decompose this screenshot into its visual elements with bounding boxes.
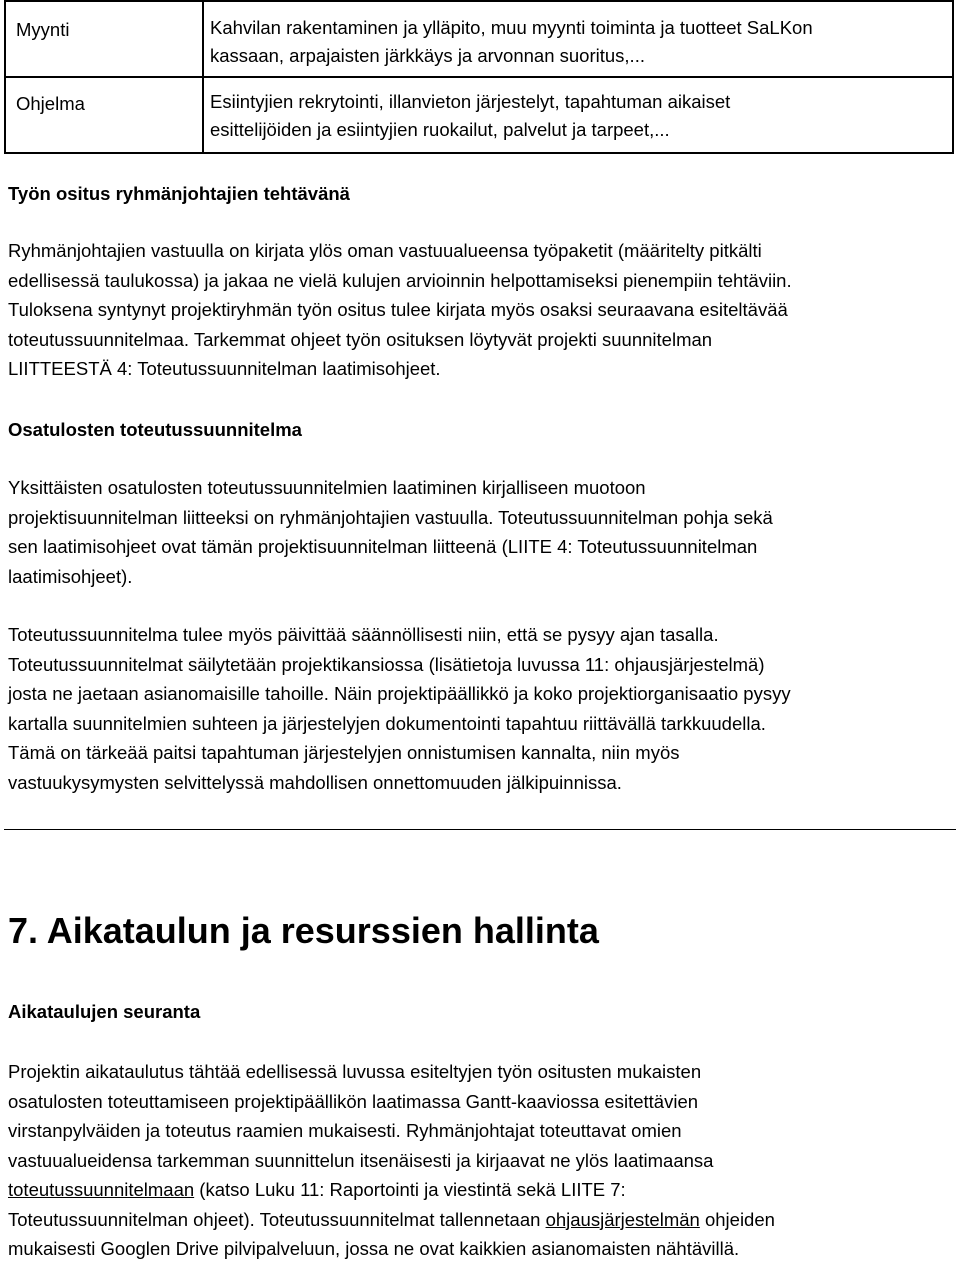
text-line <box>8 1175 953 1205</box>
description-line: kassaan, arpajaisten järkkäys ja arvonnan suoritus,... <box>210 45 645 66</box>
text-line: LIITTEESTÄ 4: Toteutussuunnitelman laatimisohjeet. <box>8 358 441 379</box>
text-fragment: (katso Luku 11: Raportointi ja viestintä sekä LIITE 7: <box>194 1179 626 1200</box>
row-label: Myynti <box>16 19 70 40</box>
text-line: Tuloksena syntynyt projektiryhmän työn ositus tulee kirjata myös osaksi seuraavana esiteltävää <box>8 299 788 320</box>
paragraph <box>8 620 953 797</box>
text-line: laatimisohjeet). <box>8 565 133 587</box>
text-line: sen laatimisohjeet ovat tämän projektisuunnitelman liitteenä (LIITE 4: Toteutussuunnitelman <box>8 536 758 557</box>
text-line: mukaisesti Googlen Drive pilvipalveluun, jossa ne ovat kaikkien asianomaisten nähtävillä. <box>8 1238 740 1259</box>
text-line: edellisessä taulukossa) ja jakaa ne vielä kulujen arvioinnin helpottamiseksi pienempiin tehtäviin. <box>8 269 792 291</box>
text-line: toteutussuunnitelmaa. Tarkemmat ohjeet työn osituksen löytyvät projekti suunnitelman <box>8 328 713 350</box>
description-line: Kahvilan rakentaminen ja ylläpito, muu myynti toiminta ja tuotteet SaLKon <box>210 17 813 38</box>
text-line: Toteutussuunnitelmat säilytetään projektikansiossa (lisätietoja luvussa 11: ohjausjärjestelmä) <box>8 653 765 675</box>
row-label: Ohjelma <box>16 93 85 114</box>
text-line: kartalla suunnitelmien suhteen ja järjestelyjen dokumentointi tapahtuu riittävällä tarkkuudella. <box>8 712 766 734</box>
table-row <box>5 1 953 77</box>
paragraph <box>8 1057 953 1264</box>
text-line: vastuukysymysten selvittelyssä mahdollisen onnettomuuden jälkipuinnissa. <box>8 771 622 793</box>
table-cell-description <box>203 1 953 77</box>
text-line: Yksittäisten osatulosten toteutussuunnitelmien laatiminen kirjalliseen muotoon <box>8 477 646 498</box>
section-heading: Aikataulujen seuranta <box>8 1001 201 1022</box>
table-cell-label <box>5 1 203 77</box>
text-line: projektisuunnitelman liitteeksi on ryhmänjohtajien vastuulla. Toteutussuunnitelman pohja sekä <box>8 506 773 528</box>
table-cell-description <box>203 77 953 153</box>
text-line: osatulosten toteuttamiseen projektipäällikön laatimassa Gantt-kaaviossa esitettävien <box>8 1090 699 1112</box>
table-row <box>5 77 953 153</box>
horizontal-divider <box>4 829 956 830</box>
text-line: Projektin aikataulutus tähtää edellisessä luvussa esiteltyjen työn ositusten mukaisten <box>8 1061 702 1082</box>
description-line: esittelijöiden ja esiintyjien ruokailut, palvelut ja tarpeet,... <box>210 119 670 140</box>
text-fragment: ohjeiden <box>699 1208 775 1230</box>
text-line: Tämä on tärkeää paitsi tapahtuman järjestelyjen onnistumisen kannalta, niin myös <box>8 742 680 763</box>
section-heading: Työn ositus ryhmänjohtajien tehtävänä <box>8 183 350 204</box>
text-fragment: Toteutussuunnitelman ohjeet). Toteutussuunnitelmat tallennetaan <box>8 1208 546 1230</box>
section-heading: Osatulosten toteutussuunnitelma <box>8 419 302 440</box>
text-line: vastuualueidensa tarkemman suunnittelun itsenäisesti ja kirjaavat ne ylös laatimaansa <box>8 1149 714 1171</box>
ohjausjarjestelman-link[interactable]: ohjausjärjestelmän <box>545 1208 700 1230</box>
text-line: josta ne jaetaan asianomaisille tahoille. Näin projektipäällikkö ja koko projektiorganisaatio pysyy <box>8 683 791 704</box>
table-cell-label <box>5 77 203 153</box>
work-breakdown-table <box>4 0 954 154</box>
paragraph <box>8 236 953 384</box>
chapter-title: 7. Aikataulun ja resurssien hallinta <box>8 910 599 951</box>
text-line: virstanpylväiden ja toteutus raamien mukaisesti. Ryhmänjohtajat toteuttavat omien <box>8 1120 682 1141</box>
toteutussuunnitelmaan-link[interactable]: toteutussuunnitelmaan <box>8 1179 195 1200</box>
paragraph <box>8 473 953 591</box>
text-line: Toteutussuunnitelma tulee myös päivittää säännöllisesti niin, että se pysyy ajan tasalla. <box>8 624 719 645</box>
text-line: Ryhmänjohtajien vastuulla on kirjata ylös oman vastuualueensa työpaketit (määritelty pitkälti <box>8 240 762 261</box>
text-line <box>8 1205 953 1235</box>
description-line: Esiintyjien rekrytointi, illanvieton järjestelyt, tapahtuman aikaiset <box>210 91 731 112</box>
